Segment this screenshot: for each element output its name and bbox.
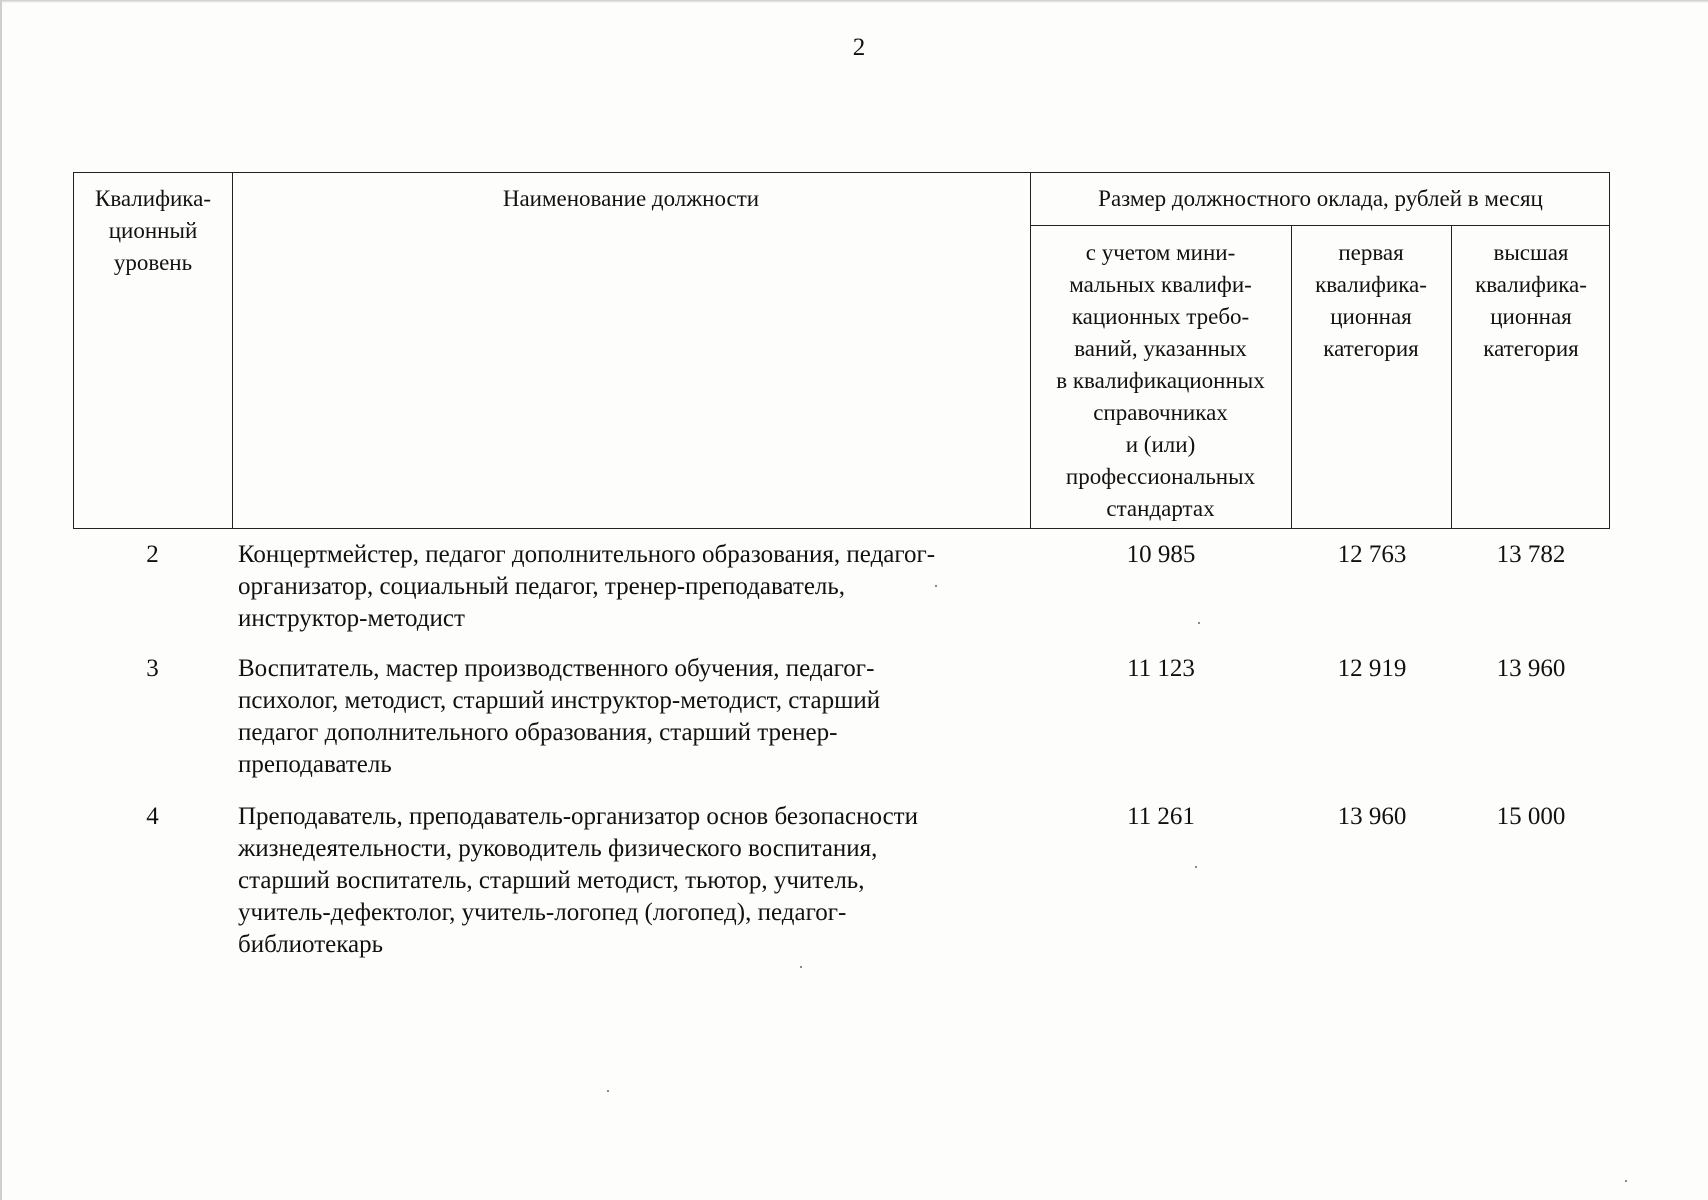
scan-speck — [1198, 622, 1200, 624]
row-first-category-salary: 13 960 — [1337, 803, 1407, 830]
header-position: Наименование должности — [502, 186, 760, 211]
row-position: Концертмейстер, педагог дополнительного образования, педагог- организатор, социальный педагог, тренер-преподаватель, инструктор-методист — [238, 541, 936, 632]
scan-speck — [607, 1090, 609, 1092]
header-subdivider — [1030, 225, 1609, 226]
row-min-salary: 11 261 — [1127, 803, 1195, 830]
scan-edge-top — [0, 0, 1708, 3]
header-level: Квалифика- ционный уровень — [95, 186, 211, 275]
row-highest-category-salary: 13 782 — [1496, 541, 1566, 568]
table-header — [73, 172, 1610, 529]
header-highest-category: высшая квалифика- ционная категория — [1475, 240, 1587, 361]
row-min-salary: 10 985 — [1126, 541, 1196, 568]
scan-speck — [935, 585, 937, 587]
header-first-category: первая квалифика- ционная категория — [1315, 240, 1427, 361]
row-position: Воспитатель, мастер производственного обучения, педагог- психолог, методист, старший инструктор-методист, старший педагог дополнительного образования, старший тренер- преподаватель — [238, 655, 881, 778]
row-level: 3 — [146, 655, 159, 682]
scan-speck — [1625, 1180, 1627, 1182]
header-salary-group: Размер должностного оклада, рублей в месяц — [1098, 186, 1543, 211]
row-highest-category-salary: 13 960 — [1496, 655, 1566, 682]
header-min-requirements: с учетом мини- мальных квалифи- кационных требо- ваний, указанных в квалификационных справочниках и (или) профессиональных стандартах — [1056, 240, 1265, 521]
row-position: Преподаватель, преподаватель-организатор основ безопасности жизнедеятельности, руководитель физического воспитания, старший воспитатель, старший методист, тьютор, учитель, учитель-дефектолог, учитель-логопед (логопед), педагог- библиотекарь — [238, 803, 918, 958]
scan-edge-left — [0, 0, 2, 1200]
row-min-salary: 11 123 — [1127, 655, 1195, 682]
row-highest-category-salary: 15 000 — [1496, 803, 1566, 830]
scan-speck — [800, 966, 802, 968]
row-level: 2 — [146, 541, 159, 568]
row-level: 4 — [146, 803, 159, 830]
scan-speck — [1195, 866, 1197, 868]
row-first-category-salary: 12 919 — [1337, 655, 1407, 682]
page-number: 2 — [852, 34, 866, 61]
row-first-category-salary: 12 763 — [1337, 541, 1407, 568]
header-divider-1 — [232, 173, 233, 528]
